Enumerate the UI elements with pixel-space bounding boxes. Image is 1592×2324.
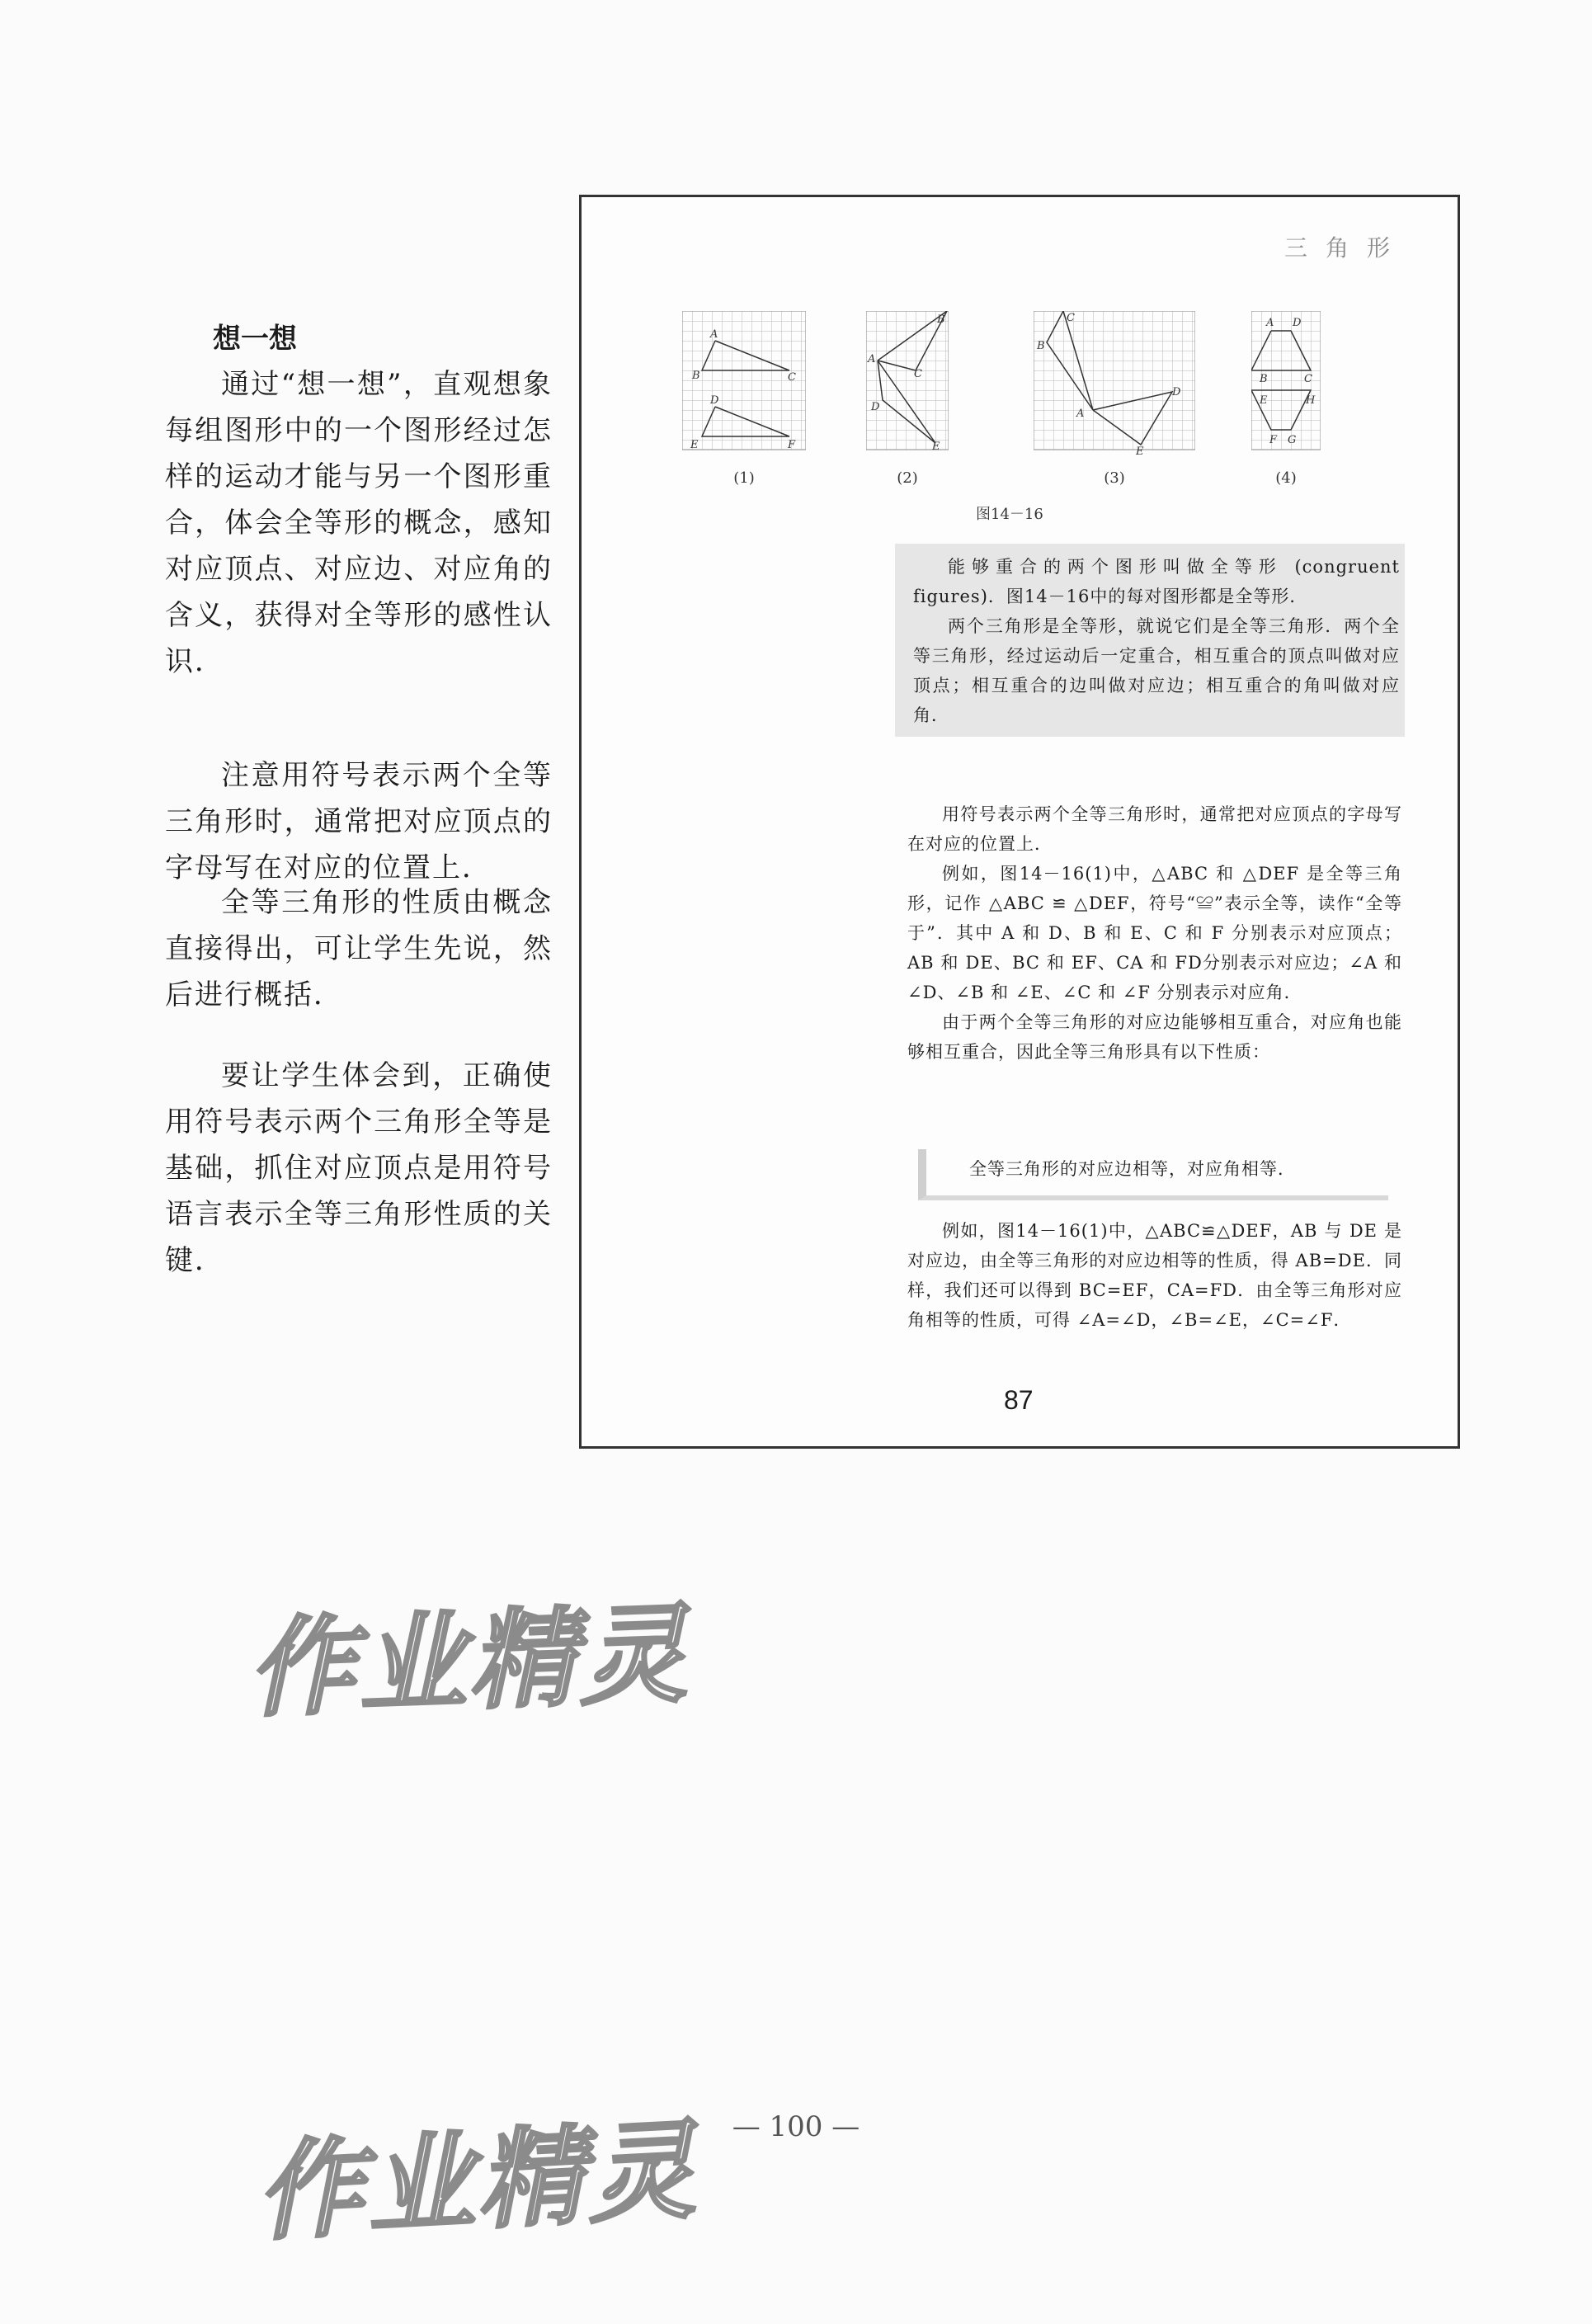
svg-text:E: E: [690, 439, 699, 451]
svg-text:E: E: [1136, 445, 1144, 458]
note-3: 全等三角形的性质由概念直接得出，可让学生先说，然后进行概括．: [165, 886, 553, 1011]
svg-text:E: E: [1260, 394, 1268, 407]
body-text-2: 例如，图14－16(1)中，△ABC≌△DEF，AB 与 DE 是对应边，由全等三角形的对应边相等的性质，得 AB=DE．同样，我们还可以得到 BC=EF，CA=FD．由全等三角形对应角相等的性质，可得 ∠A=∠D，∠B=∠E，∠C=∠F．: [907, 1221, 1402, 1330]
note-1: 通过“想一想”，直观想象每组图形中的一个图形经过怎样的运动才能与另一个图形重合，体会全等形的概念，感知对应顶点、对应边、对应角的含义，获得对全等形的感性认识．: [165, 368, 553, 678]
watermark-2: 作业精灵: [252, 2107, 702, 2256]
figure-caption: 图14－16: [976, 506, 1043, 523]
figure-2: [866, 311, 949, 460]
textbook-page-number: 87: [1004, 1385, 1034, 1415]
running-head: 三角形: [1283, 234, 1408, 262]
svg-text:B: B: [692, 370, 700, 382]
figure-4: [1251, 311, 1321, 460]
figure-2-label: (2): [897, 469, 918, 487]
figure-1-label: (1): [733, 469, 755, 487]
svg-text:B: B: [937, 313, 945, 326]
svg-text:B: B: [1260, 373, 1268, 385]
svg-text:C: C: [914, 368, 922, 380]
definition-box: 能够重合的两个图形叫做全等形 (congruent figures)．图14－16中的每对图形都是全等形． 两个三角形是全等形，就说它们是全等三角形．两个全等三角形，经过运动后一定重合，相互重合的顶点叫做对应顶点；相互重合的边叫做对应边；相互重合的角叫做对应角．: [895, 544, 1405, 737]
figure-1: [682, 311, 806, 460]
svg-text:C: C: [1067, 312, 1075, 324]
svg-text:D: D: [1172, 386, 1181, 398]
svg-text:F: F: [788, 439, 796, 451]
note-4: 要让学生体会到，正确使用符号表示两个三角形全等是基础，抓住对应顶点是用符号语言表示全等三角形性质的关键．: [165, 1059, 553, 1277]
figure-4-label: (4): [1275, 469, 1297, 487]
svg-text:C: C: [788, 371, 796, 384]
note-2: 注意用符号表示两个全等三角形时，通常把对应顶点的字母写在对应的位置上．: [165, 759, 553, 884]
figure-3: [1034, 311, 1195, 460]
svg-text:F: F: [1269, 434, 1278, 446]
svg-text:H: H: [1306, 394, 1316, 407]
textbook-page: [579, 195, 1460, 1449]
svg-text:D: D: [710, 394, 719, 407]
svg-text:B: B: [1037, 340, 1045, 352]
svg-text:A: A: [868, 353, 876, 365]
svg-text:A: A: [1266, 317, 1274, 329]
page-number: — 100 —: [732, 2110, 860, 2143]
svg-text:D: D: [1293, 317, 1302, 329]
svg-text:A: A: [710, 328, 718, 341]
svg-text:C: C: [1304, 373, 1312, 385]
think-title: 想一想: [213, 323, 297, 356]
svg-text:A: A: [1076, 408, 1085, 420]
watermark-1: 作业精灵: [245, 1591, 692, 1732]
svg-text:G: G: [1288, 434, 1297, 446]
figure-3-label: (3): [1104, 469, 1125, 487]
svg-text:D: D: [871, 401, 880, 413]
property-text: 全等三角形的对应边相等，对应角相等．: [969, 1159, 1296, 1179]
body-text-1: 用符号表示两个全等三角形时，通常把对应顶点的字母写在对应的位置上． 例如，图14－16(1)中，△ABC 和 △DEF 是全等三角形，记作 △ABC ≌ △DEF，符号“≌”表示全等，读作“全等于”．其中 A 和 D、B 和 E、C 和 F 分别表示对应顶点；AB 和 DE、BC 和 EF、CA 和 FD分别表示对应边；∠A 和 ∠D、∠B 和 ∠E、∠C 和 ∠F 分别表示对应角． 由于两个全等三角形的对应边能够相互重合，对应角也能够相互重合，因此全等三角形具有以下性质：: [907, 804, 1402, 1062]
svg-text:E: E: [932, 441, 940, 453]
